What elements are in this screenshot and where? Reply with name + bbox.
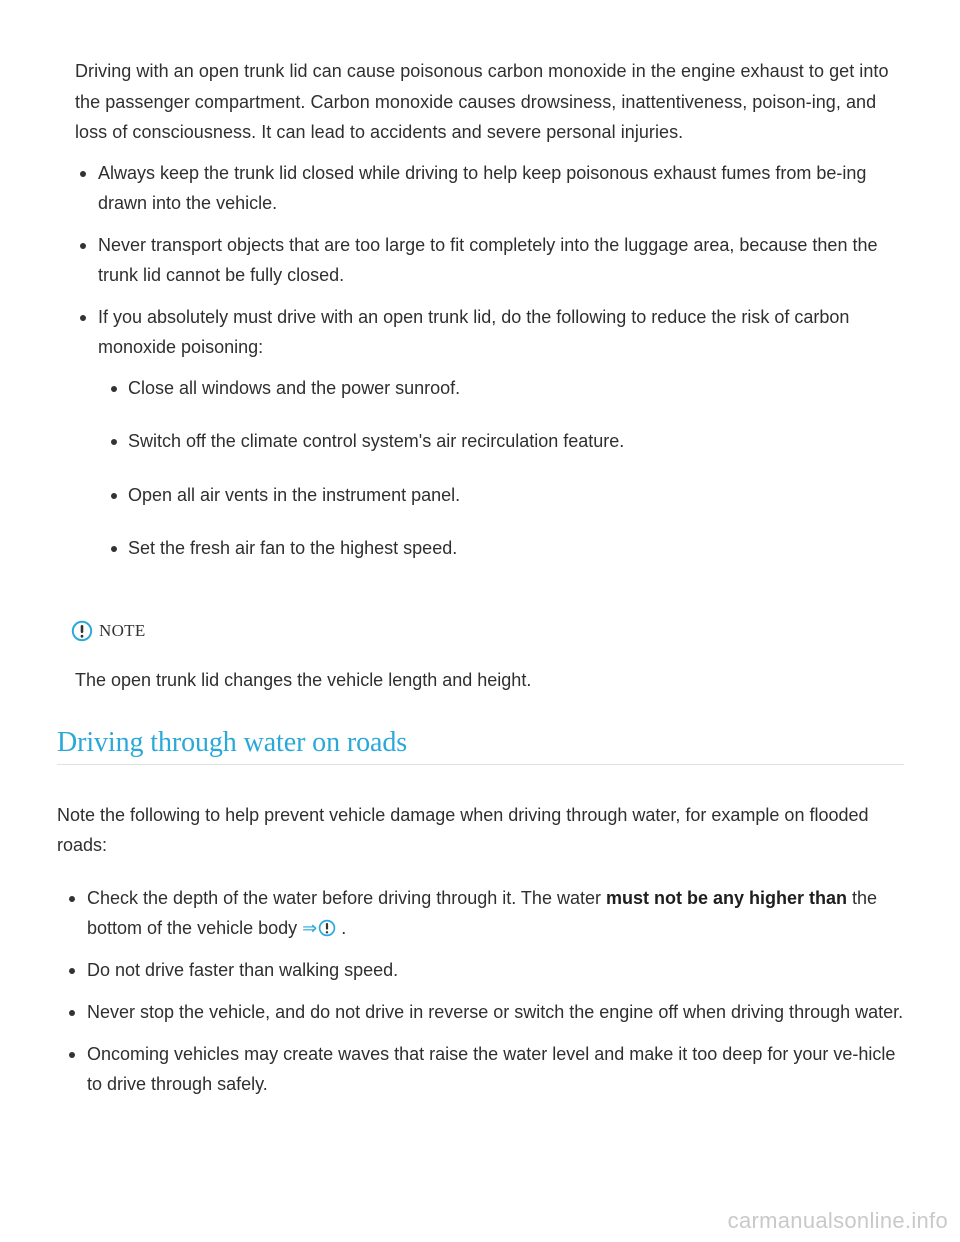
bullet-dot [69, 1052, 75, 1058]
sub-list-item-text: Switch off the climate control system's air recirculation feature. [128, 431, 625, 451]
warning-block [75, 56, 895, 564]
exclamation-circle-icon [318, 919, 336, 937]
bullet-dot [111, 386, 117, 392]
list-item [64, 955, 904, 985]
sub-list-item-text: Set the fresh air fan to the highest speed. [128, 538, 458, 558]
list-item [75, 230, 895, 291]
warning-intro: Driving with an open trunk lid can cause poisonous carbon monoxide in the engine exhaust to get into the passenger compartment. Carbon monoxide causes drowsiness, inattentiveness, poison-ing, and loss of consciousness. It can lead to accidents and severe personal injuries. [75, 61, 889, 142]
bullet-dot [69, 968, 75, 974]
bullet-dot [111, 493, 117, 499]
list-item [75, 302, 895, 363]
exclamation-circle-icon [71, 620, 93, 642]
note-block [71, 618, 891, 644]
note-header [71, 618, 891, 644]
list-item-text-post: the bottom of the vehicle body [87, 888, 878, 938]
warning-bullet-list [75, 158, 895, 564]
list-item-text-end: . [336, 918, 347, 938]
sub-list-item [75, 426, 895, 457]
water-bullet-list [64, 883, 904, 1111]
bullet-dot [111, 546, 117, 552]
list-item [64, 997, 904, 1027]
sub-list-item [75, 480, 895, 511]
list-item [64, 1039, 904, 1099]
reference-arrow: ⇒ [302, 918, 318, 938]
sub-list-item [75, 373, 895, 404]
sub-list-item-text: Close all windows and the power sunroof. [128, 377, 461, 398]
bullet-dot [111, 439, 117, 445]
list-item-text: Oncoming vehicles may create waves that raise the water level and make it too deep for your ve-hicle to drive through safely. [87, 1044, 896, 1094]
section-intro: Note the following to help prevent vehicle damage when driving through water, for example on flooded roads: [57, 805, 869, 855]
watermark: carmanualsonline.info [727, 1208, 948, 1233]
sub-list-item [75, 533, 895, 564]
bullet-dot [80, 171, 86, 177]
section-divider [57, 764, 904, 765]
sub-list-item-text: Open all air vents in the instrument panel. [128, 484, 461, 505]
warning-reference-link[interactable] [302, 918, 336, 938]
list-item-text: Always keep the trunk lid closed while driving to help keep poisonous exhaust fumes from be-ing drawn into the vehicle. [98, 162, 867, 213]
bullet-dot [80, 315, 86, 321]
list-item-text: Do not drive faster than walking speed. [87, 960, 399, 980]
bullet-dot [69, 1010, 75, 1016]
list-item-text: If you absolutely must drive with an open trunk lid, do the following to reduce the risk of carbon monoxide poisoning: [98, 306, 850, 357]
note-label: NOTE [99, 621, 146, 640]
list-item-text: Never transport objects that are too large to fit completely into the luggage area, because then the trunk lid cannot be fully closed. [98, 234, 878, 285]
section-title: Driving through water on roads [57, 727, 408, 758]
bullet-dot [69, 896, 75, 902]
note-text: The open trunk lid changes the vehicle length and height. [75, 670, 532, 690]
bullet-dot [80, 243, 86, 249]
list-item [64, 883, 904, 943]
list-item [75, 158, 895, 219]
list-item-text-bold: must not be any higher than [605, 888, 847, 908]
list-item-text: Never stop the vehicle, and do not drive in reverse or switch the engine off when driving through water. [87, 1002, 904, 1022]
list-item-text-pre: Check the depth of the water before driving through it. The water [87, 888, 606, 908]
